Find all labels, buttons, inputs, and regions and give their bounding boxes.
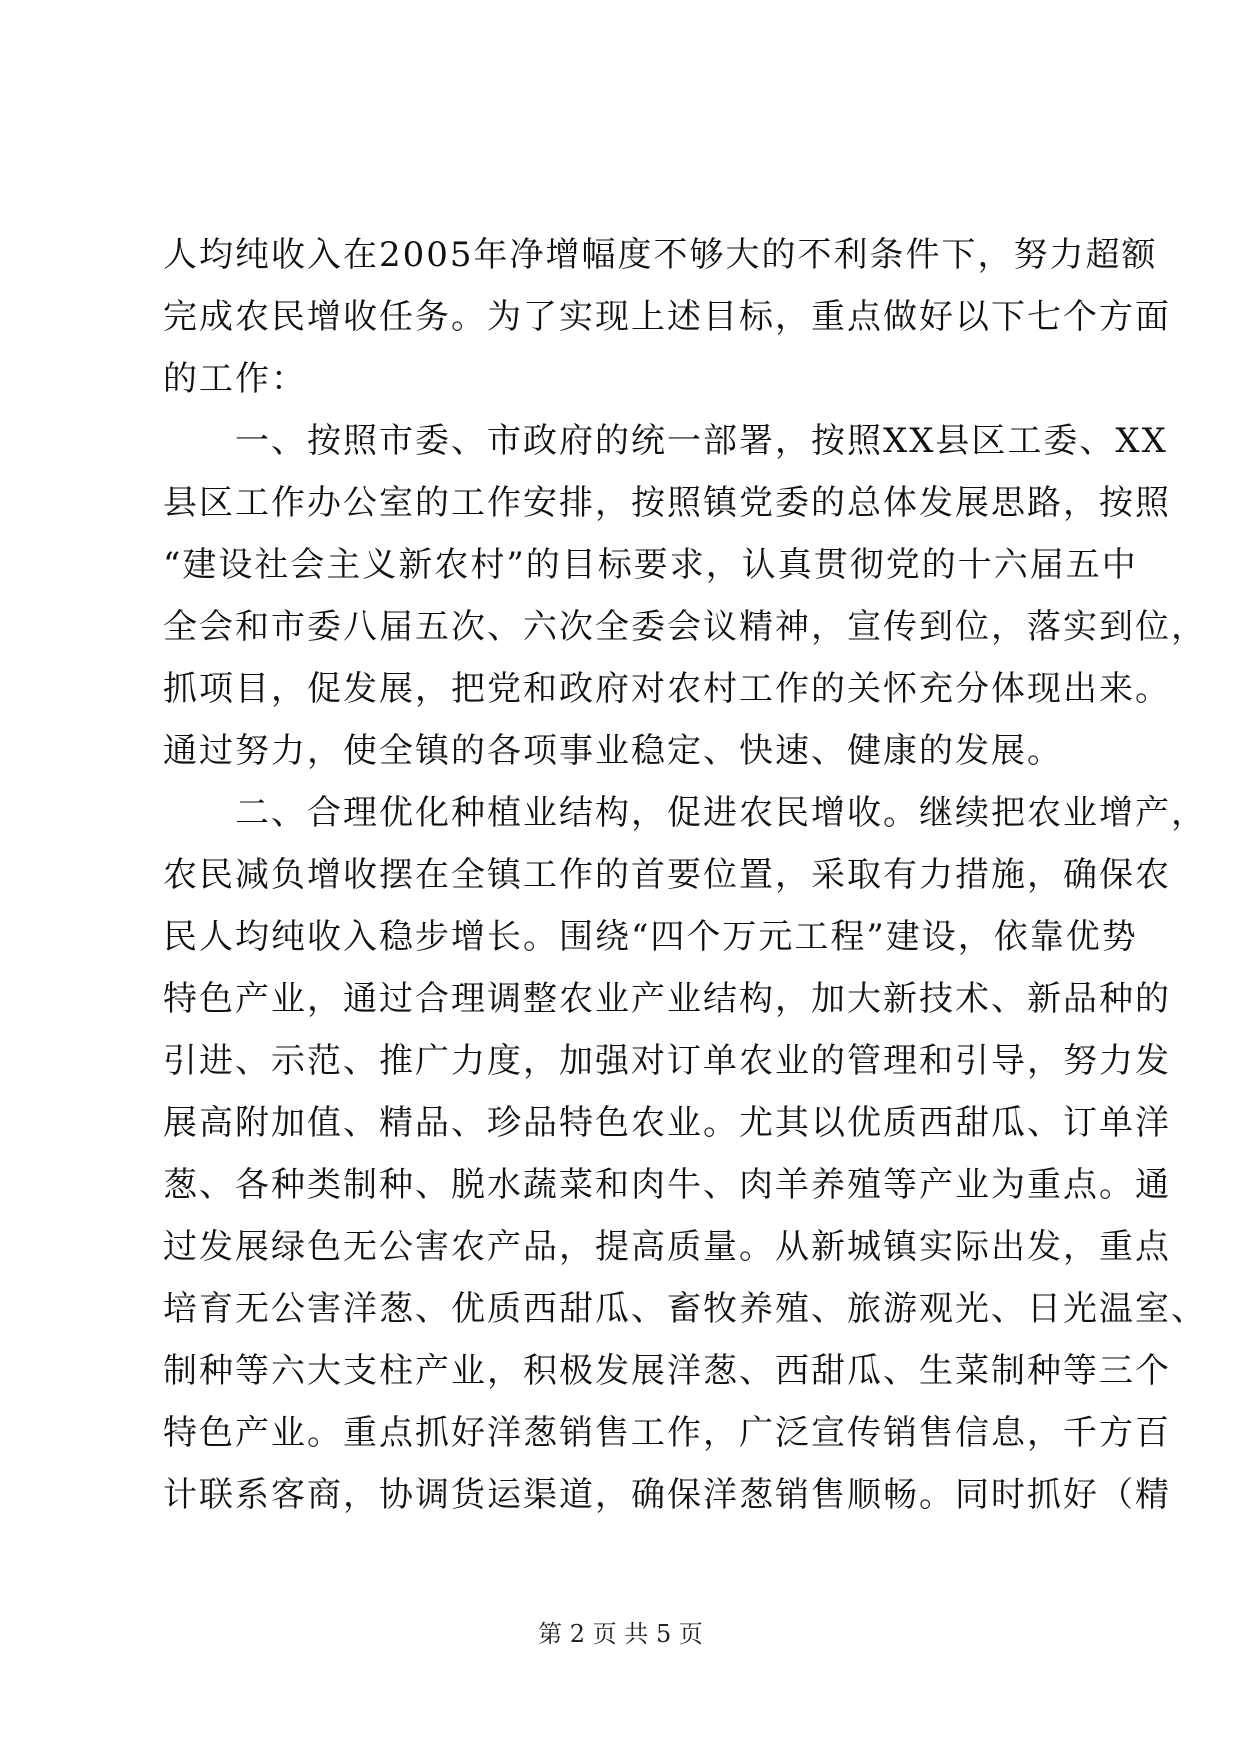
- text-line: 人均纯收入在2005年净增幅度不够大的不利条件下，努力超额: [163, 235, 1158, 275]
- text-line: 民人均纯收入稳步增长。围绕“四个万元工程”建设，依靠优势: [163, 917, 1138, 957]
- text-line: 二、合理优化种植业结构，促进农民增收。继续把农业增产，: [163, 793, 1207, 833]
- text-line: 完成农民增收任务。为了实现上述目标，重点做好以下七个方面: [163, 297, 1171, 337]
- text-line: “建设社会主义新农村”的目标要求，认真贯彻党的十六届五中: [163, 545, 1138, 585]
- text-line: 县区工作办公室的工作安排，按照镇党委的总体发展思路，按照: [163, 483, 1171, 523]
- text-line: 全会和市委八届五次、六次全委会议精神，宣传到位，落实到位，: [163, 607, 1207, 647]
- text-line: 计联系客商，协调货运渠道，确保洋葱销售顺畅。同时抓好（精: [163, 1475, 1171, 1515]
- text-line: 制种等六大支柱产业，积极发展洋葱、西甜瓜、生菜制种等三个: [163, 1351, 1171, 1391]
- text-line: 展高附加值、精品、珍品特色农业。尤其以优质西甜瓜、订单洋: [163, 1103, 1171, 1143]
- text-line: 通过努力，使全镇的各项事业稳定、快速、健康的发展。: [163, 731, 1063, 771]
- text-line: 过发展绿色无公害农产品，提高质量。从新城镇实际出发，重点: [163, 1227, 1171, 1267]
- text-line: 一、按照市委、市政府的统一部署，按照XX县区工委、XX: [163, 421, 1168, 461]
- text-line: 特色产业，通过合理调整农业产业结构，加大新技术、新品种的: [163, 979, 1171, 1019]
- page-number-footer: 第 2 页 共 5 页: [538, 1620, 703, 1648]
- text-line: 培育无公害洋葱、优质西甜瓜、畜牧养殖、旅游观光、日光温室、: [163, 1289, 1207, 1329]
- text-line: 农民减负增收摆在全镇工作的首要位置，采取有力措施，确保农: [163, 855, 1171, 895]
- text-line: 引进、示范、推广力度，加强对订单农业的管理和引导，努力发: [163, 1041, 1171, 1081]
- text-line: 特色产业。重点抓好洋葱销售工作，广泛宣传销售信息，千方百: [163, 1413, 1171, 1453]
- text-line: 葱、各种类制种、脱水蔬菜和肉牛、肉羊养殖等产业为重点。通: [163, 1165, 1171, 1205]
- text-line: 抓项目，促发展，把党和政府对农村工作的关怀充分体现出来。: [163, 669, 1171, 709]
- text-line: 的工作：: [163, 359, 307, 399]
- document-body: [163, 224, 1207, 1526]
